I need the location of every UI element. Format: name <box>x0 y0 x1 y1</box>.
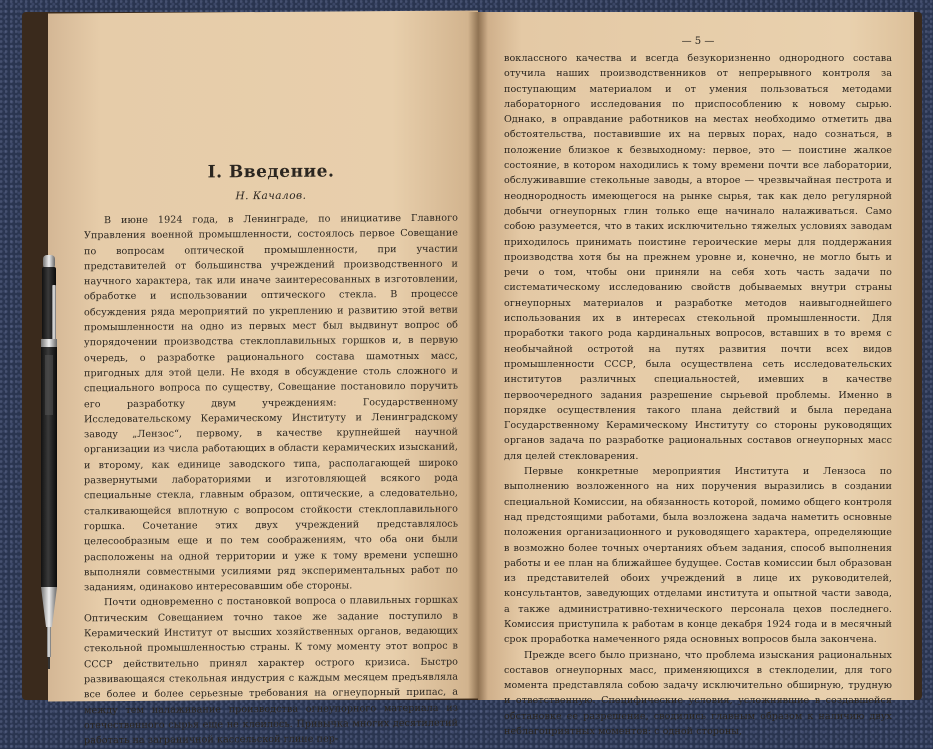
paragraph: Прежде всего было признано, что проблема изыскания рациональных составов огнеупорных масс, применяющихся в стеклоделии, для того момента представляла собою задачу исключительно обширную, трудную и ответственную. Специфические условия, усложнявшие в создавшейся обстановке ее разрешение, сводились главным образом к наличию двух неблагоприятных моментов: с одной стороны, <box>504 649 892 738</box>
page-number: — 5 — <box>681 36 715 47</box>
author-name: Н. Качалов. <box>235 189 307 203</box>
book-gutter <box>468 12 488 700</box>
left-page <box>48 10 478 747</box>
paragraph: воклассного качества и всегда безукоризненно однородного состава отучила наших производственников от непрерывного контроля за поступающим материалом и от умения пользоваться методами лабораторного исследования по приспособлению к новому сырью. Однако, в оправдание работников на местах необходимо отметить два обстоятельства, поставившие их на первых порах, надо сознаться, в положение близкое к безвыходному: первое, это — поистине жалкое состояние, в котором находились к тому времени почти все лаборатории, обслуживавшие стекольные заводы, а второе — чрезвычайная пестрота и неоднородность имеющегося на рынке сырья, так как дело регулярной добычи огнеупорных глин только еще начинало налаживаться. Само собою разумеется, что в таких исключительно тяжелых условиях заводам приходилось принимать поистине героические меры для поддержания производства хотя бы на прежнем уровне и, конечно, не могло быть и речи о том, чтобы они приняли на себя хоть часть задачи по систематическому исследованию свойств добываемых внутри страны огнеупорных материалов и разработке методов наивыгоднейшего использования их в интересах стекольной промышленности. Для проработки такого рода кардинальных вопросов, вставших в то время с необычайной остротой на путях развития почти всех видов промышленности СССР, была осуществлена сеть исследовательских институтов различных специальностей, имевших в качестве первоочередного задания разрешение сырьевой проблемы. Именно в порядке осуществления такого плана действий и была передана Государственному Керамическому Институту со стороны руководящих органов задача по разработке рациональных составов огнеупорных масс для целей стекловарения. <box>504 53 892 462</box>
paragraph: В июне 1924 года, в Ленинграде, по инициативе Главного Управления военной промышленности, состоялось первое Совещание по вопросам оптической промышленности, при участии представителей от большинства учреждений производственного и научного характера, так или иначе заинтересованных в изготовлении, обработке и использовании оптического стекла. В процессе обсуждения ряда мероприятий по укреплению и развитию этой ветви промышленности на одно из первых мест был выдвинут вопрос об упорядочении производства стеклоплавильных горшков и, в первую очередь, о разработке рационального состава шамотных масс, пригодных для этой цели. Не входя в обсуждение столь сложного и специального вопроса по существу, Совещание постановило поручить его разработку двум учреждениям: Государственному Исследовательскому Керамическому Институту и Ленинградскому заводу „Лензос“, первому, в качестве крупнейшей научной организации из числа работающих в области керамических изысканий, и второму, как единице заводского типа, располагающей широко развернутыми лабораториями и изготовляющей всякого рода специальные стекла, главным образом, оптические, а следовательно, сталкивающейся вплотную с вопросом стойкости стеклоплавильного горшка. Сочетание этих двух учреждений представлялось целесообразным еще и по тем соображениям, что оба они были расположены на одной территории и уже к тому времени успешно выполняли совместными усилиями ряд экспериментальных работ по заданиям, одинаково интересовавшим обе стороны. <box>84 212 458 594</box>
left-text-column <box>84 211 458 749</box>
right-page <box>478 12 914 738</box>
mechanical-pencil-icon <box>36 255 62 675</box>
open-book <box>22 12 922 747</box>
right-text-column <box>504 51 892 739</box>
paragraph: Почти одновременно с постановкой вопроса о плавильных горшках Оптическим Совещанием точно такое же задание поступило в Керамический Институт от высших хозяйственных органов, ведающих стекольной промышленностью страны. К тому моменту этот вопрос в СССР действительно принял характер острого кризиса. Быстро развивающаяся стекольная индустрия с каждым месяцем предъявляла все более и более серьезные требования на огнеупорный припас, а между тем налаживание производства огнеупорного материала из отечественного сырья еще не клеилось. Привычка многих десятилетий работать на заграничной кассельской глине пер- <box>84 595 458 747</box>
chapter-heading: I. Введение. <box>207 161 335 183</box>
paragraph: Первые конкретные мероприятия Института и Лензоса по выполнению возложенного на них поручения выразились в создании специальной Комиссии, на обязанность которой, помимо общего контроля над предстоящими работами, была возложена задача наметить основные положения организационного и руководящего характера, определяющие в возможно более точных очертаниях объем задания, способ выполнения работы и ее план на ближайшее будущее. Состав комиссии был образован из представителей обоих учреждений в лице их руководителей, консультантов, заведующих отделами института и опытной части завода, а также административно-технического персонала цехов последнего. Комиссия приступила к работам в конце декабря 1924 года и в месячный срок проработка намеченного ряда основных вопросов была закончена. <box>504 466 892 646</box>
